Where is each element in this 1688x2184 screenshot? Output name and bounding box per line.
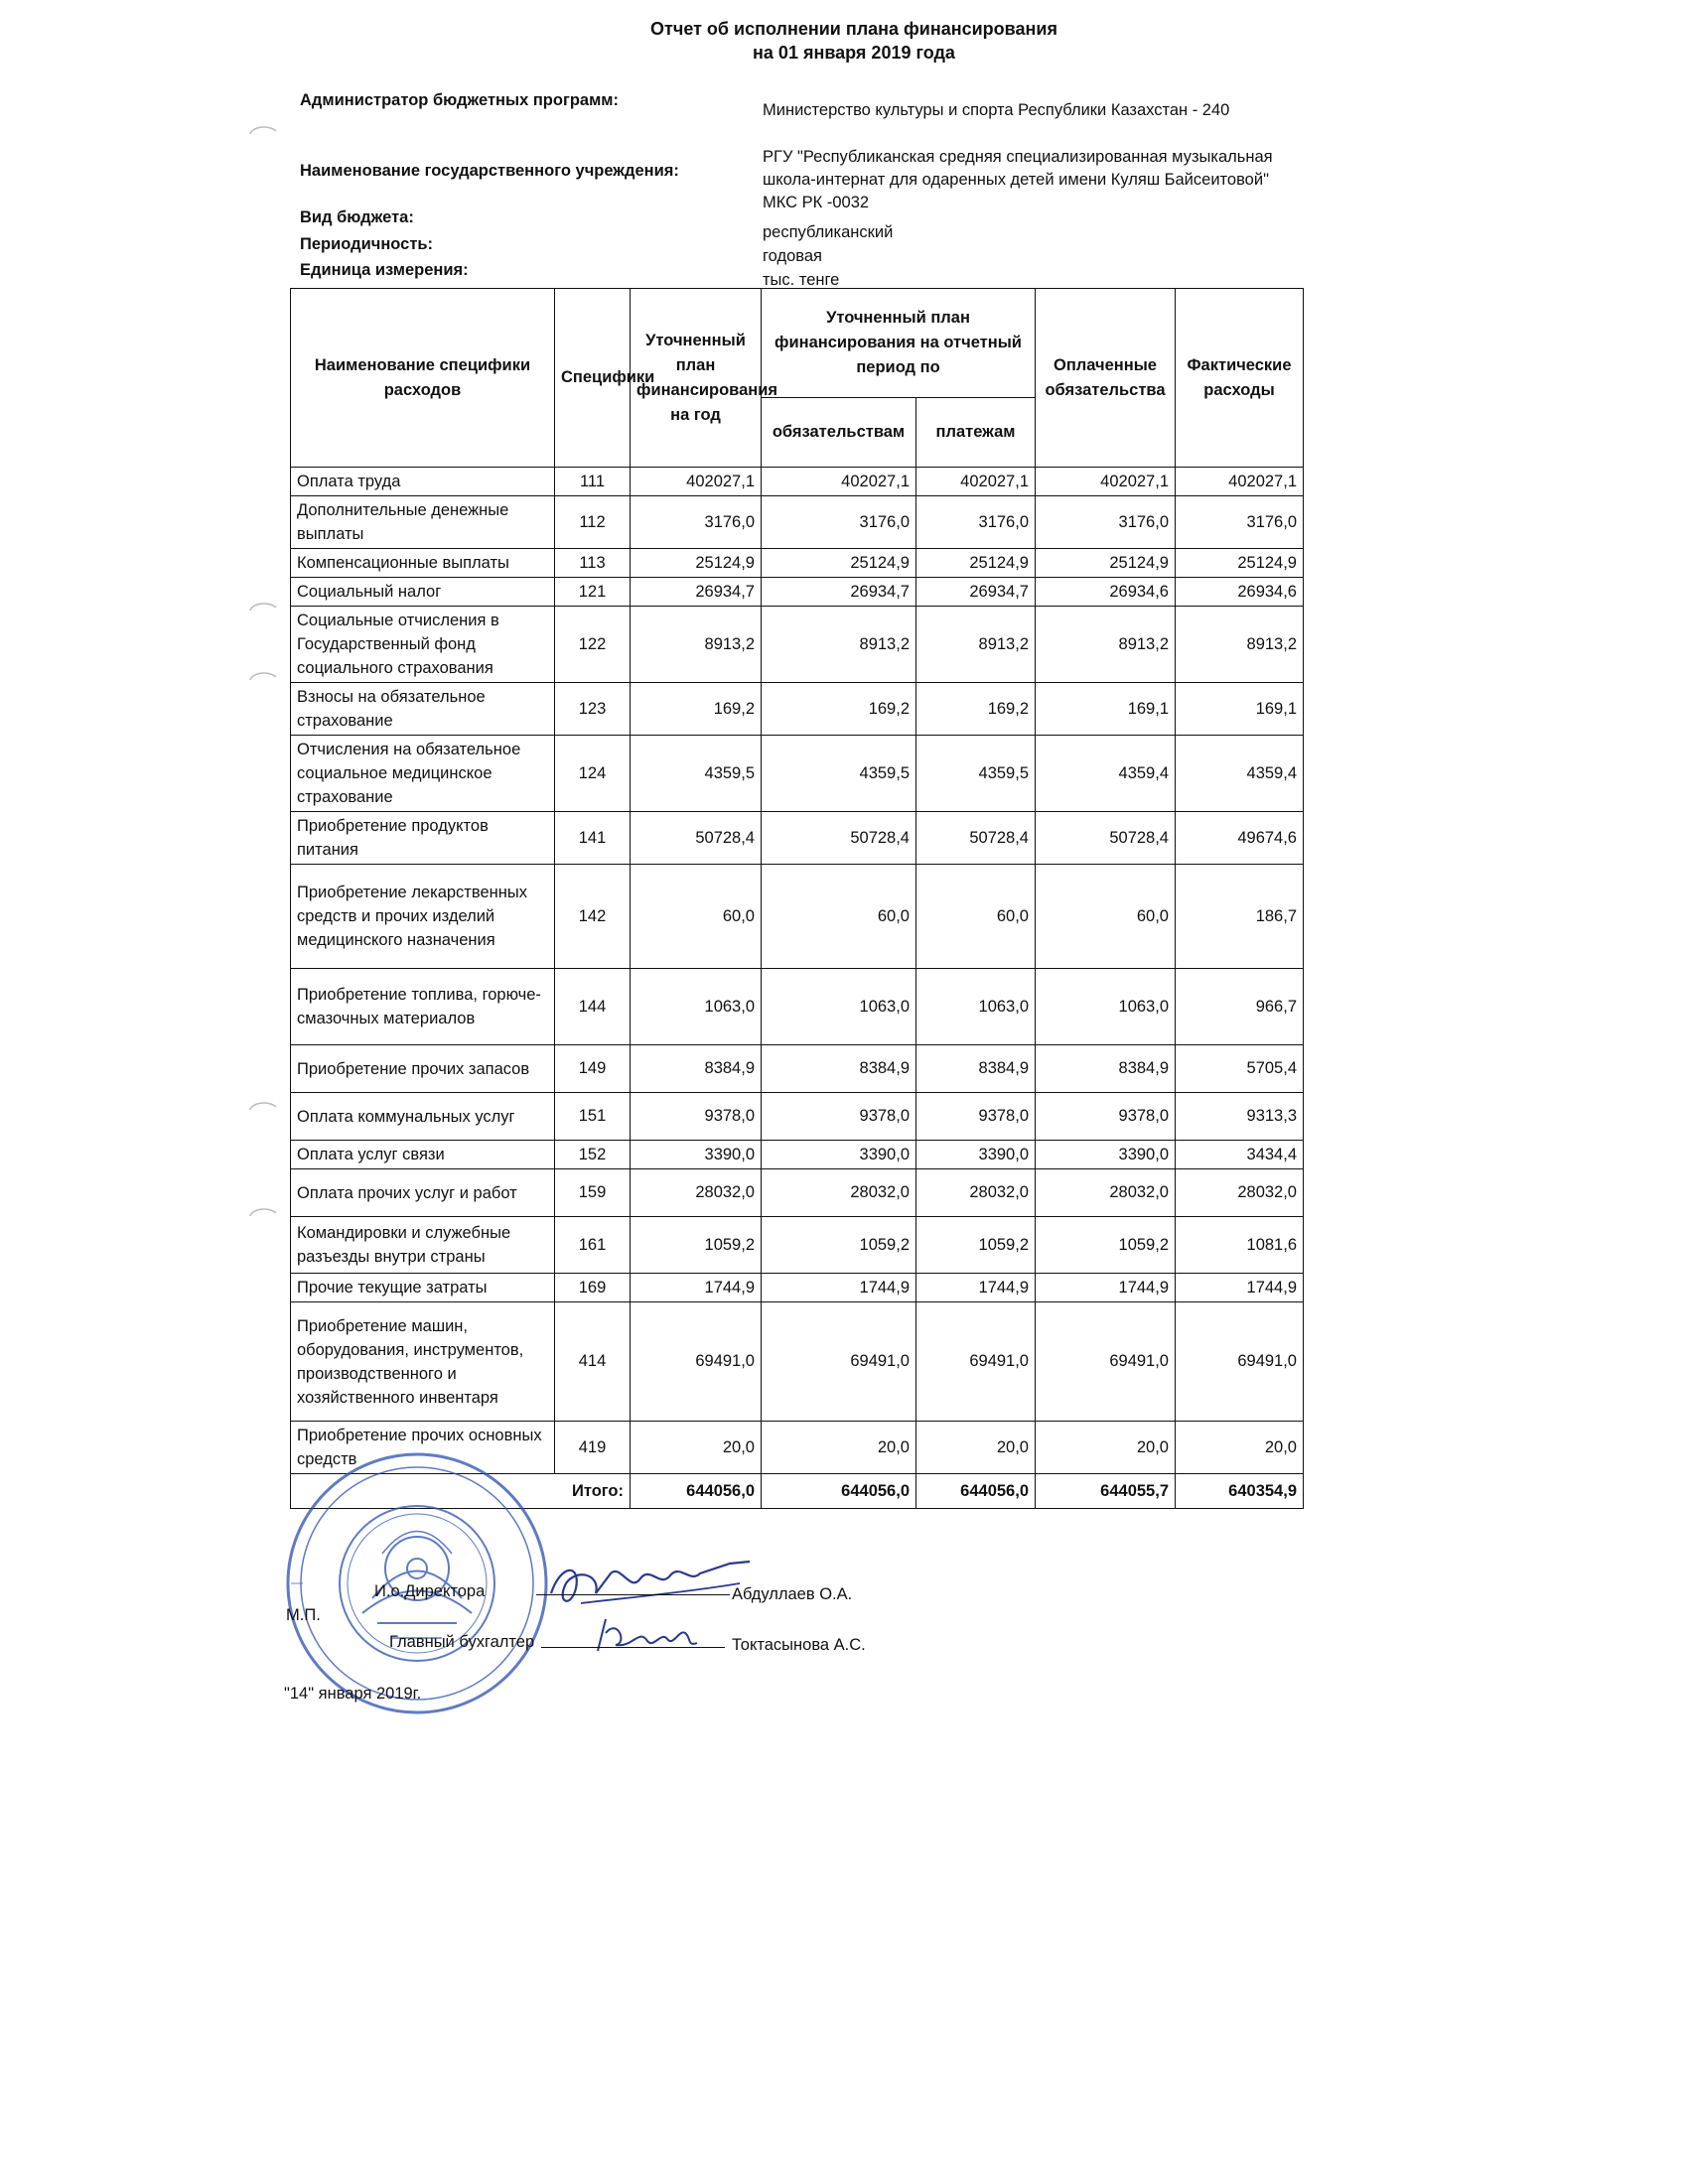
accountant-signature bbox=[588, 1613, 707, 1658]
row-obligations: 1063,0 bbox=[762, 969, 916, 1045]
row-annual: 25124,9 bbox=[631, 549, 762, 578]
row-payments: 3176,0 bbox=[916, 496, 1036, 549]
table-row bbox=[291, 736, 1304, 812]
table-row bbox=[291, 1302, 1304, 1422]
row-code: 149 bbox=[555, 1045, 631, 1093]
table-row bbox=[291, 1169, 1304, 1217]
row-name: Оплата прочих услуг и работ bbox=[291, 1169, 555, 1217]
row-name: Социальные отчисления в Государственный фонд социального страхования bbox=[291, 607, 555, 683]
table-row bbox=[291, 549, 1304, 578]
row-paid: 8384,9 bbox=[1036, 1045, 1176, 1093]
budget-label: Вид бюджета: bbox=[300, 208, 414, 226]
director-name: Абдуллаев О.А. bbox=[732, 1585, 853, 1603]
row-annual: 3176,0 bbox=[631, 496, 762, 549]
row-annual: 402027,1 bbox=[631, 468, 762, 496]
row-paid: 1744,9 bbox=[1036, 1274, 1176, 1302]
row-annual: 69491,0 bbox=[631, 1302, 762, 1422]
row-obligations: 26934,7 bbox=[762, 578, 916, 607]
row-payments: 20,0 bbox=[916, 1422, 1036, 1474]
row-obligations: 9378,0 bbox=[762, 1093, 916, 1141]
row-payments: 1063,0 bbox=[916, 969, 1036, 1045]
row-name: Оплата труда bbox=[291, 468, 555, 496]
accountant-signature-line bbox=[541, 1647, 725, 1648]
row-paid: 169,1 bbox=[1036, 683, 1176, 736]
table-row bbox=[291, 969, 1304, 1045]
row-code: 124 bbox=[555, 736, 631, 812]
row-payments: 4359,5 bbox=[916, 736, 1036, 812]
header-period: Уточненный план финансирования на отчетный период по bbox=[762, 289, 1036, 398]
header-code: Специфики bbox=[555, 289, 631, 468]
row-annual: 8913,2 bbox=[631, 607, 762, 683]
total-label: Итого: bbox=[291, 1474, 631, 1509]
row-payments: 1744,9 bbox=[916, 1274, 1036, 1302]
table-row bbox=[291, 578, 1304, 607]
table-row bbox=[291, 1141, 1304, 1169]
row-payments: 402027,1 bbox=[916, 468, 1036, 496]
row-annual: 26934,7 bbox=[631, 578, 762, 607]
row-actual: 186,7 bbox=[1176, 865, 1304, 969]
director-label: И.о.Директора bbox=[374, 1582, 486, 1600]
row-paid: 9378,0 bbox=[1036, 1093, 1176, 1141]
total-payments: 644056,0 bbox=[916, 1474, 1036, 1509]
row-actual: 402027,1 bbox=[1176, 468, 1304, 496]
row-actual: 3434,4 bbox=[1176, 1141, 1304, 1169]
row-actual: 8913,2 bbox=[1176, 607, 1304, 683]
header-paid: Оплаченные обязательства bbox=[1036, 289, 1176, 468]
row-actual: 1081,6 bbox=[1176, 1217, 1304, 1274]
row-actual: 49674,6 bbox=[1176, 812, 1304, 865]
row-paid: 20,0 bbox=[1036, 1422, 1176, 1474]
row-code: 152 bbox=[555, 1141, 631, 1169]
table-row bbox=[291, 607, 1304, 683]
row-obligations: 1059,2 bbox=[762, 1217, 916, 1274]
table-row bbox=[291, 865, 1304, 969]
row-obligations: 3176,0 bbox=[762, 496, 916, 549]
row-code: 151 bbox=[555, 1093, 631, 1141]
row-paid: 60,0 bbox=[1036, 865, 1176, 969]
report-date-title: на 01 января 2019 года bbox=[753, 43, 955, 63]
row-name: Прочие текущие затраты bbox=[291, 1274, 555, 1302]
org-value-line1: РГУ "Республиканская средняя специализированная музыкальная bbox=[763, 148, 1273, 166]
report-title: Отчет об исполнении плана финансирования bbox=[650, 19, 1057, 39]
row-paid: 3390,0 bbox=[1036, 1141, 1176, 1169]
row-code: 121 bbox=[555, 578, 631, 607]
row-annual: 1744,9 bbox=[631, 1274, 762, 1302]
sign-date: "14" января 2019г. bbox=[284, 1685, 422, 1703]
row-actual: 5705,4 bbox=[1176, 1045, 1304, 1093]
row-paid: 28032,0 bbox=[1036, 1169, 1176, 1217]
row-annual: 4359,5 bbox=[631, 736, 762, 812]
header-obligations: обязательствам bbox=[762, 398, 916, 468]
row-actual: 20,0 bbox=[1176, 1422, 1304, 1474]
row-actual: 4359,4 bbox=[1176, 736, 1304, 812]
row-paid: 25124,9 bbox=[1036, 549, 1176, 578]
row-name: Социальный налог bbox=[291, 578, 555, 607]
row-payments: 169,2 bbox=[916, 683, 1036, 736]
row-payments: 26934,7 bbox=[916, 578, 1036, 607]
row-payments: 50728,4 bbox=[916, 812, 1036, 865]
total-paid: 644055,7 bbox=[1036, 1474, 1176, 1509]
row-code: 123 bbox=[555, 683, 631, 736]
binder-hole-marks bbox=[238, 119, 278, 1608]
row-payments: 28032,0 bbox=[916, 1169, 1036, 1217]
table-row bbox=[291, 1274, 1304, 1302]
row-paid: 1063,0 bbox=[1036, 969, 1176, 1045]
row-actual: 966,7 bbox=[1176, 969, 1304, 1045]
row-code: 144 bbox=[555, 969, 631, 1045]
row-payments: 69491,0 bbox=[916, 1302, 1036, 1422]
director-signature-line bbox=[536, 1594, 730, 1595]
row-obligations: 25124,9 bbox=[762, 549, 916, 578]
row-obligations: 3390,0 bbox=[762, 1141, 916, 1169]
total-annual: 644056,0 bbox=[631, 1474, 762, 1509]
row-obligations: 50728,4 bbox=[762, 812, 916, 865]
row-actual: 69491,0 bbox=[1176, 1302, 1304, 1422]
header-payments: платежам bbox=[916, 398, 1036, 468]
row-obligations: 1744,9 bbox=[762, 1274, 916, 1302]
row-annual: 1063,0 bbox=[631, 969, 762, 1045]
admin-value: Министерство культуры и спорта Республики Казахстан - 240 bbox=[763, 101, 1230, 119]
total-actual: 640354,9 bbox=[1176, 1474, 1304, 1509]
table-row bbox=[291, 812, 1304, 865]
row-name: Командировки и служебные разъезды внутри страны bbox=[291, 1217, 555, 1274]
row-payments: 9378,0 bbox=[916, 1093, 1036, 1141]
row-name: Приобретение лекарственных средств и прочих изделий медицинского назначения bbox=[291, 865, 555, 969]
row-actual: 9313,3 bbox=[1176, 1093, 1304, 1141]
total-obligations: 644056,0 bbox=[762, 1474, 916, 1509]
period-label: Периодичность: bbox=[300, 235, 434, 253]
row-annual: 1059,2 bbox=[631, 1217, 762, 1274]
row-name: Взносы на обязательное страхование bbox=[291, 683, 555, 736]
row-obligations: 8913,2 bbox=[762, 607, 916, 683]
org-value-line2: школа-интернат для одаренных детей имени Куляш Байсеитовой" bbox=[763, 171, 1269, 189]
mp-label: М.П. bbox=[286, 1606, 321, 1624]
row-annual: 3390,0 bbox=[631, 1141, 762, 1169]
org-value-line3: МКС РК -0032 bbox=[763, 194, 870, 211]
row-actual: 1744,9 bbox=[1176, 1274, 1304, 1302]
row-code: 419 bbox=[555, 1422, 631, 1474]
period-value: годовая bbox=[763, 247, 822, 265]
row-name: Приобретение топлива, горюче-смазочных материалов bbox=[291, 969, 555, 1045]
row-paid: 1059,2 bbox=[1036, 1217, 1176, 1274]
row-obligations: 69491,0 bbox=[762, 1302, 916, 1422]
row-paid: 50728,4 bbox=[1036, 812, 1176, 865]
row-actual: 169,1 bbox=[1176, 683, 1304, 736]
row-obligations: 8384,9 bbox=[762, 1045, 916, 1093]
table-row bbox=[291, 496, 1304, 549]
row-payments: 60,0 bbox=[916, 865, 1036, 969]
row-actual: 3176,0 bbox=[1176, 496, 1304, 549]
row-name: Оплата услуг связи bbox=[291, 1141, 555, 1169]
row-name: Приобретение машин, оборудования, инструментов, производственного и хозяйственного инвентаря bbox=[291, 1302, 555, 1422]
budget-value: республиканский bbox=[763, 223, 894, 241]
accountant-label: Главный бухгалтер bbox=[389, 1633, 535, 1651]
row-name: Приобретение продуктов питания bbox=[291, 812, 555, 865]
header-actual: Фактические расходы bbox=[1176, 289, 1304, 468]
row-code: 159 bbox=[555, 1169, 631, 1217]
row-paid: 402027,1 bbox=[1036, 468, 1176, 496]
row-payments: 1059,2 bbox=[916, 1217, 1036, 1274]
row-code: 122 bbox=[555, 607, 631, 683]
row-paid: 8913,2 bbox=[1036, 607, 1176, 683]
row-annual: 50728,4 bbox=[631, 812, 762, 865]
row-name: Компенсационные выплаты bbox=[291, 549, 555, 578]
row-code: 142 bbox=[555, 865, 631, 969]
unit-value: тыс. тенге bbox=[763, 271, 840, 289]
row-annual: 8384,9 bbox=[631, 1045, 762, 1093]
row-actual: 26934,6 bbox=[1176, 578, 1304, 607]
row-obligations: 20,0 bbox=[762, 1422, 916, 1474]
admin-label: Администратор бюджетных программ: bbox=[300, 91, 620, 109]
accountant-name: Токтасынова А.С. bbox=[732, 1636, 866, 1654]
row-actual: 28032,0 bbox=[1176, 1169, 1304, 1217]
row-obligations: 4359,5 bbox=[762, 736, 916, 812]
row-paid: 26934,6 bbox=[1036, 578, 1176, 607]
row-name: Приобретение прочих основных средств bbox=[291, 1422, 555, 1474]
row-code: 112 bbox=[555, 496, 631, 549]
row-annual: 9378,0 bbox=[631, 1093, 762, 1141]
table-body bbox=[291, 468, 1304, 1474]
row-code: 141 bbox=[555, 812, 631, 865]
unit-label: Единица измерения: bbox=[300, 261, 469, 279]
header-annual: Уточненный план финансирования на год bbox=[631, 289, 762, 468]
table-row bbox=[291, 1217, 1304, 1274]
row-annual: 60,0 bbox=[631, 865, 762, 969]
table-row bbox=[291, 1045, 1304, 1093]
row-paid: 4359,4 bbox=[1036, 736, 1176, 812]
row-actual: 25124,9 bbox=[1176, 549, 1304, 578]
row-payments: 8913,2 bbox=[916, 607, 1036, 683]
row-paid: 69491,0 bbox=[1036, 1302, 1176, 1422]
row-code: 169 bbox=[555, 1274, 631, 1302]
row-code: 111 bbox=[555, 468, 631, 496]
row-obligations: 169,2 bbox=[762, 683, 916, 736]
financing-table bbox=[290, 288, 1304, 1509]
row-paid: 3176,0 bbox=[1036, 496, 1176, 549]
row-name: Оплата коммунальных услуг bbox=[291, 1093, 555, 1141]
org-label: Наименование государственного учреждения: bbox=[300, 162, 679, 180]
row-name: Дополнительные денежные выплаты bbox=[291, 496, 555, 549]
row-annual: 169,2 bbox=[631, 683, 762, 736]
row-code: 113 bbox=[555, 549, 631, 578]
header-name: Наименование специфики расходов bbox=[291, 289, 555, 468]
row-obligations: 28032,0 bbox=[762, 1169, 916, 1217]
table-row bbox=[291, 468, 1304, 496]
row-code: 414 bbox=[555, 1302, 631, 1422]
row-obligations: 60,0 bbox=[762, 865, 916, 969]
row-annual: 28032,0 bbox=[631, 1169, 762, 1217]
table-row bbox=[291, 683, 1304, 736]
row-name: Приобретение прочих запасов bbox=[291, 1045, 555, 1093]
row-payments: 8384,9 bbox=[916, 1045, 1036, 1093]
row-obligations: 402027,1 bbox=[762, 468, 916, 496]
row-name: Отчисления на обязательное социальное медицинское страхование bbox=[291, 736, 555, 812]
row-payments: 3390,0 bbox=[916, 1141, 1036, 1169]
table-row bbox=[291, 1093, 1304, 1141]
row-payments: 25124,9 bbox=[916, 549, 1036, 578]
row-code: 161 bbox=[555, 1217, 631, 1274]
row-annual: 20,0 bbox=[631, 1422, 762, 1474]
